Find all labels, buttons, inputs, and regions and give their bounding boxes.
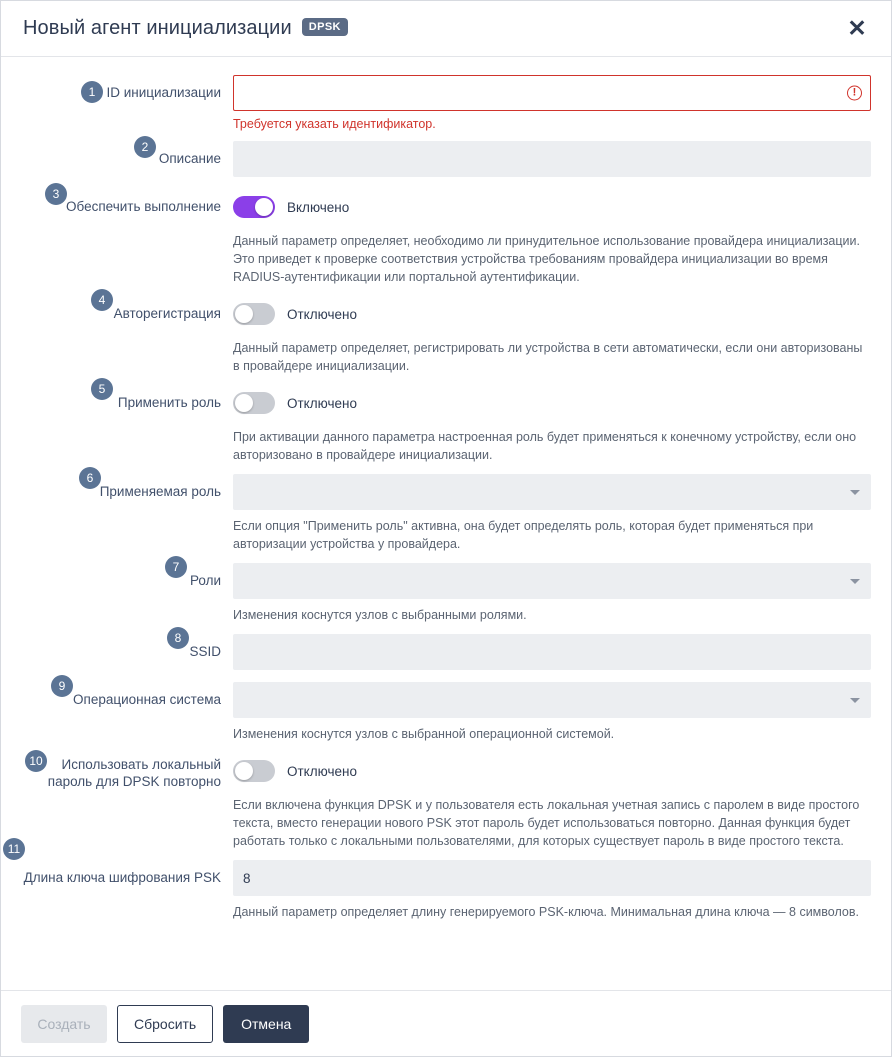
field-row-autoregistration [21, 292, 871, 385]
field-row-description [21, 141, 871, 189]
roles-help: Изменения коснутся узлов с выбранными ролями. [233, 608, 527, 622]
field-row-provisioning-id [21, 75, 871, 141]
status-badge: DPSK [302, 18, 348, 36]
chevron-down-icon [850, 490, 860, 495]
roles-select[interactable] [233, 563, 871, 599]
os-select-value [233, 682, 871, 718]
step-bubble-1: 1 [81, 81, 103, 103]
error-icon: ! [847, 86, 862, 101]
label-os [21, 678, 233, 708]
apply-role-toggle-state: Отключено [287, 395, 357, 411]
cancel-button[interactable]: Отмена [223, 1005, 309, 1043]
reuse-password-toggle[interactable] [233, 760, 275, 782]
step-bubble-5: 5 [91, 378, 113, 400]
field-row-apply-role [21, 381, 871, 474]
page-title: Новый агент инициализации [23, 17, 292, 39]
enforce-help: Данный параметр определяет, необходимо ли принудительное использование провайдера инициализации. Это приведет к проверке соответствия устройства требованиям провайдера инициализации во время RADIUS-аутентификации или портальной аутентификации. [233, 234, 860, 284]
step-bubble-10: 10 [25, 750, 47, 772]
dialog-footer [1, 990, 891, 1056]
label-text: Операционная система [73, 692, 221, 707]
applied-role-help: Если опция "Применить роль" активна, она будет определять роль, которая будет применяться при авторизации устройства у провайдера. [233, 519, 814, 551]
dialog-body [1, 57, 891, 990]
step-bubble-7: 7 [165, 556, 187, 578]
step-bubble-9: 9 [51, 675, 73, 697]
label-text: Применить роль [117, 395, 221, 410]
step-bubble-3: 3 [45, 183, 67, 205]
label-description [21, 141, 233, 167]
autoregistration-help: Данный параметр определяет, регистрировать ли устройства в сети автоматически, если они авторизованы в провайдере инициализации. [233, 341, 863, 373]
reset-button[interactable]: Сбросить [117, 1005, 213, 1043]
chevron-down-icon [850, 698, 860, 703]
dialog-header [1, 1, 891, 57]
os-help: Изменения коснутся узлов с выбранной операционной системой. [233, 727, 615, 741]
label-reuse-password [21, 753, 233, 790]
reuse-password-toggle-state: Отключено [287, 763, 357, 779]
apply-role-help: При активации данного параметра настроенная роль будет применяться к конечному устройству, если оно авторизовано в провайдере инициализации. [233, 430, 857, 462]
os-select[interactable] [233, 682, 871, 718]
label-text: ID инициализации [106, 85, 221, 100]
description-input[interactable] [233, 141, 871, 177]
psk-length-help: Данный параметр определяет длину генерируемого PSK-ключа. Минимальная длина ключа — 8 символов. [233, 905, 859, 919]
enforce-toggle[interactable] [233, 196, 275, 218]
label-text: Обеспечить выполнение [66, 199, 221, 214]
label-applied-role [21, 470, 233, 500]
provisioning-id-input-wrap [233, 75, 871, 111]
applied-role-select-value [233, 474, 871, 510]
label-ssid [21, 630, 233, 660]
step-bubble-6: 6 [79, 467, 101, 489]
field-row-ssid [21, 630, 871, 682]
autoregistration-toggle[interactable] [233, 303, 275, 325]
field-row-roles [21, 559, 871, 634]
field-row-os [21, 678, 871, 753]
enforce-toggle-state: Включено [287, 199, 350, 215]
step-bubble-11: 11 [3, 838, 25, 860]
field-row-applied-role [21, 470, 871, 563]
label-text: Применяемая роль [99, 484, 221, 499]
label-text: Использовать локальный пароль для DPSK повторно [47, 757, 221, 789]
field-row-reuse-password [21, 753, 871, 860]
provisioning-id-error: Требуется указать идентификатор. [233, 117, 436, 131]
step-bubble-2: 2 [134, 136, 156, 158]
label-enforce [21, 186, 233, 215]
label-roles [21, 559, 233, 589]
step-bubble-8: 8 [167, 627, 189, 649]
label-apply-role [21, 381, 233, 411]
close-icon[interactable]: ✕ [847, 15, 867, 41]
field-row-enforce [21, 186, 871, 296]
apply-role-toggle[interactable] [233, 392, 275, 414]
ssid-input[interactable] [233, 634, 871, 670]
field-row-psk-length [7, 841, 871, 931]
label-psk-length [7, 841, 233, 886]
label-text: SSID [189, 644, 221, 659]
label-autoregistration [21, 292, 233, 322]
label-provisioning-id [21, 75, 233, 101]
label-text: Длина ключа шифрования PSK [23, 870, 221, 885]
step-bubble-4: 4 [91, 289, 113, 311]
provisioning-id-input[interactable] [233, 75, 871, 111]
autoregistration-toggle-state: Отключено [287, 306, 357, 322]
create-button[interactable]: Создать [21, 1005, 107, 1043]
label-text: Описание [158, 151, 221, 166]
reuse-password-help: Если включена функция DPSK и у пользователя есть локальная учетная запись с паролем в виде простого текста, вместо генерации нового PSK этот пароль будет использоваться повторно. Данная функция будет работать только с локальными пользователями, для которых существует пароль в виде простого текста. [233, 798, 860, 848]
label-text: Роли [189, 573, 221, 588]
roles-select-value [233, 563, 871, 599]
chevron-down-icon [850, 579, 860, 584]
label-text: Авторегистрация [113, 306, 221, 321]
applied-role-select[interactable] [233, 474, 871, 510]
psk-length-input[interactable] [233, 860, 871, 896]
